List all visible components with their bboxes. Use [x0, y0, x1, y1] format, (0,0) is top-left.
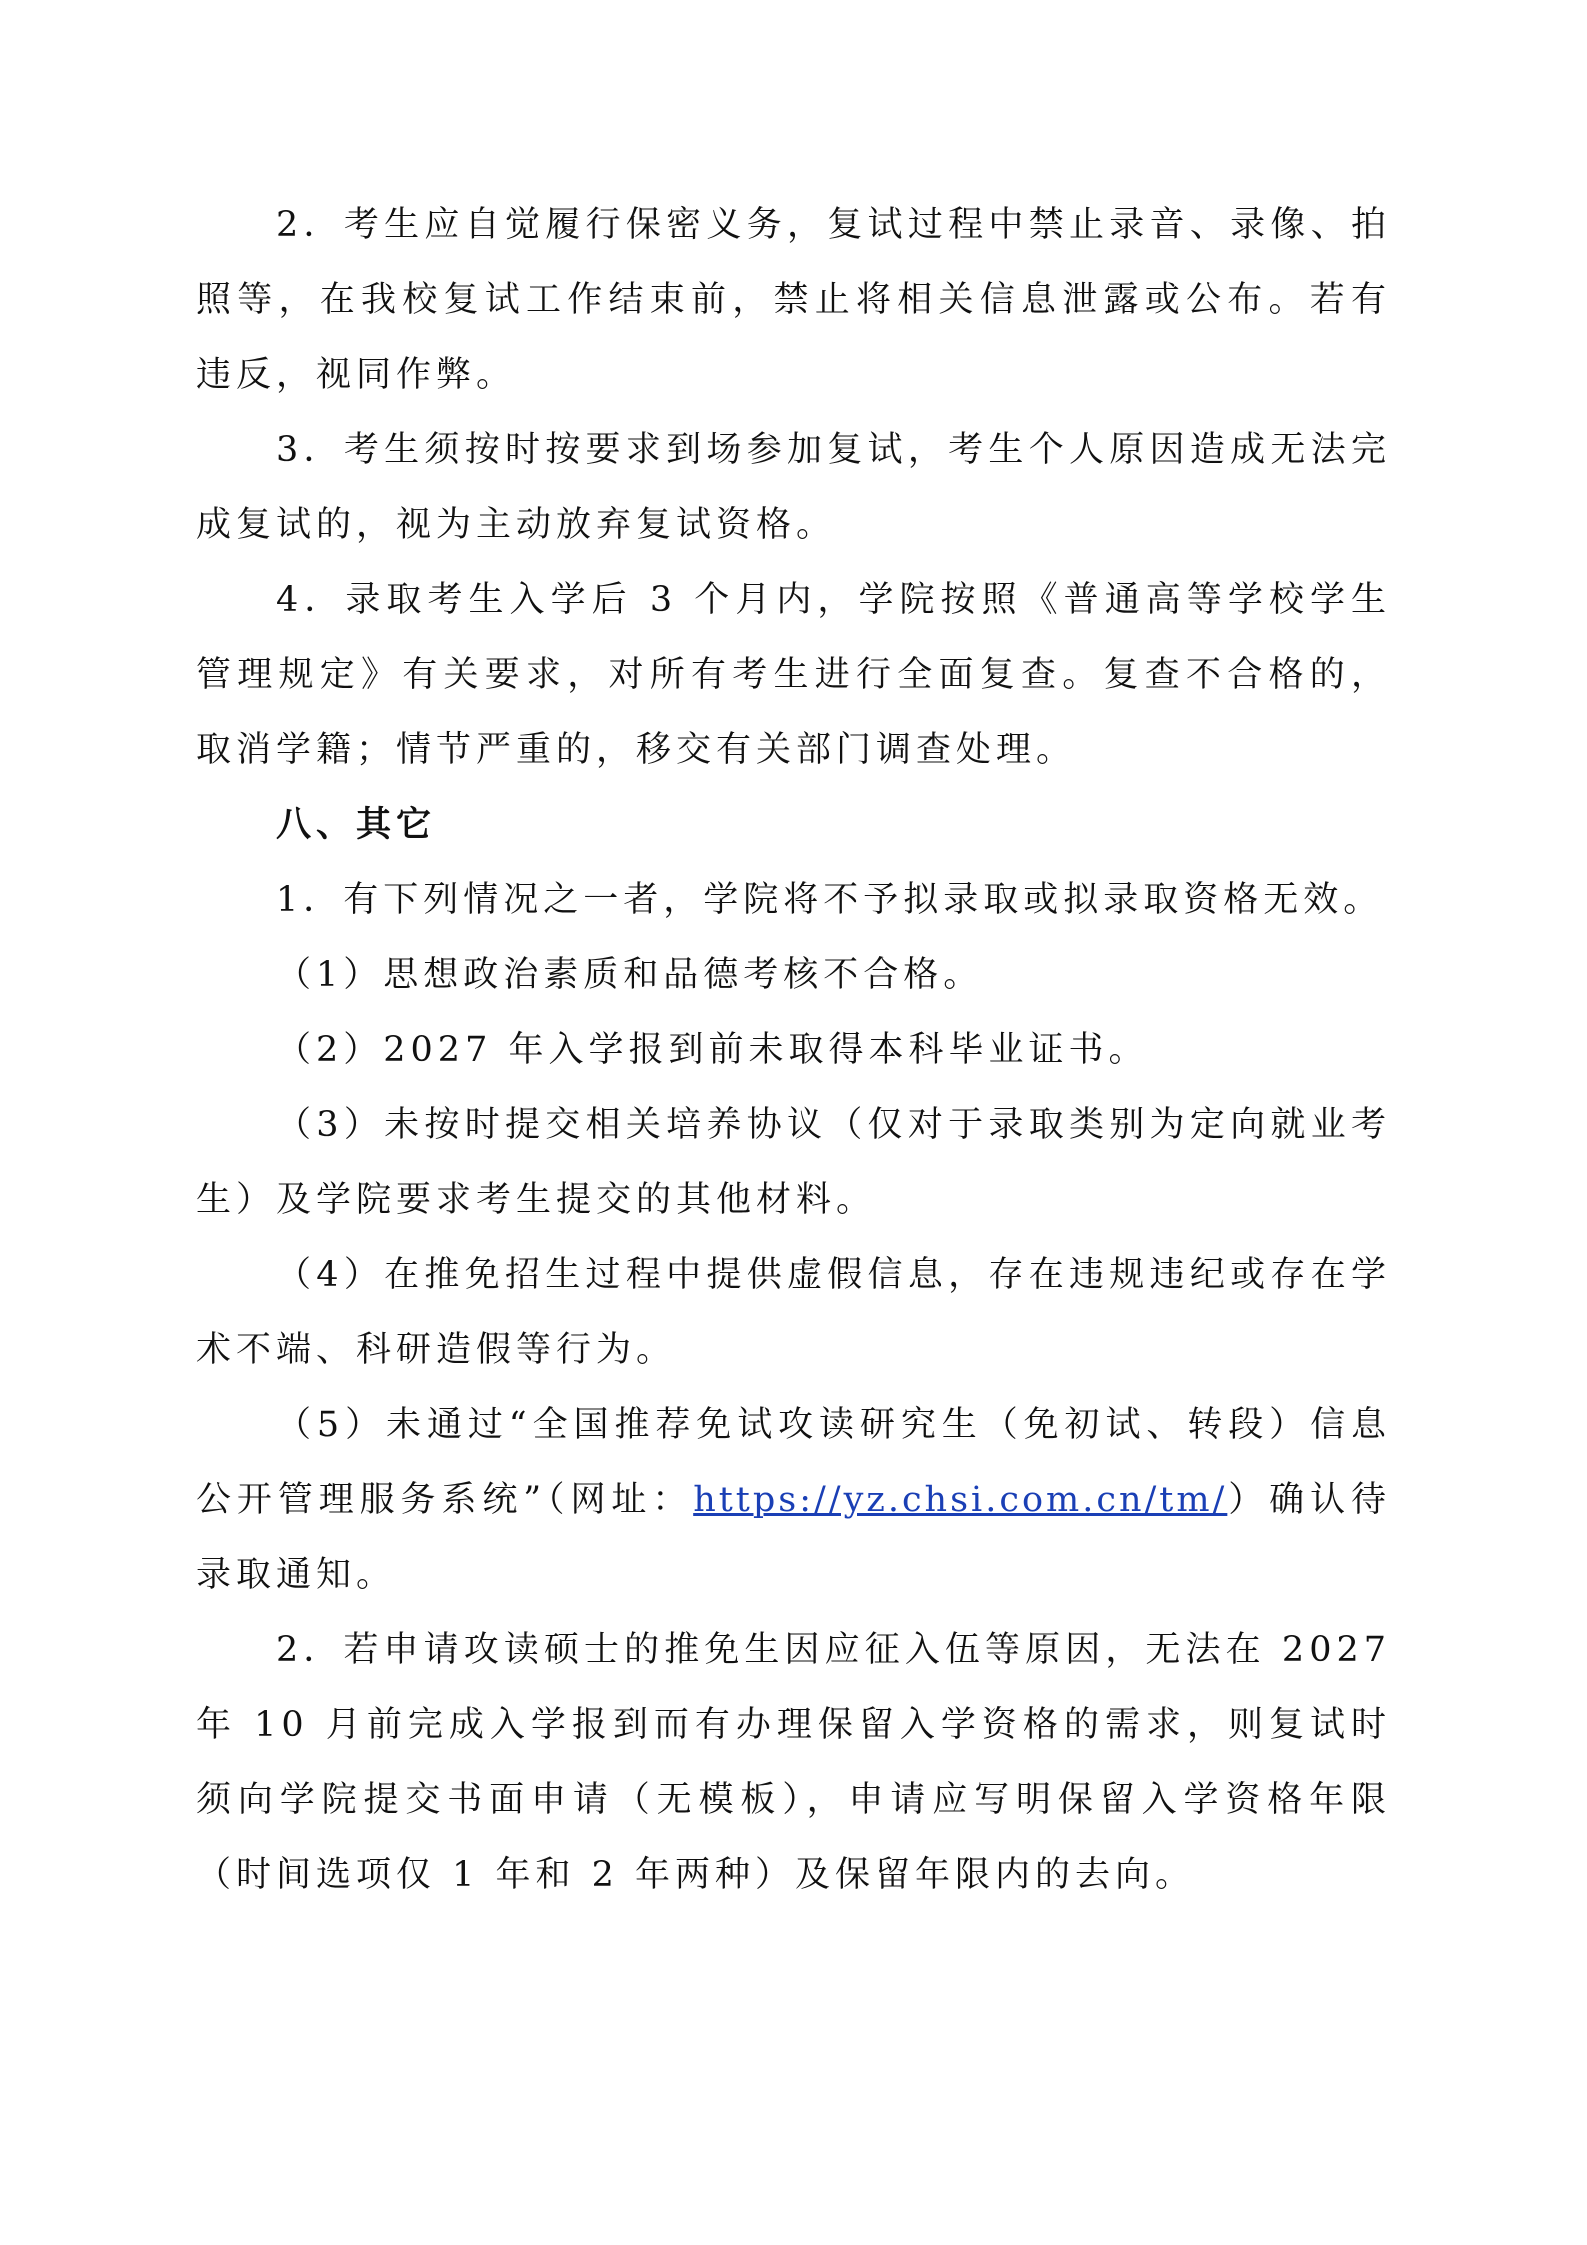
list-item-5-text-after: ）确认待录取通知。 — [196, 1480, 1391, 1595]
list-item-3: （3）未按时提交相关培养协议（仅对于录取类别为定向就业考生）及学院要求考生提交的其他材料。 — [196, 1105, 1391, 1220]
paragraph-deferral: 2．若申请攻读硕士的推免生因应征入伍等原因，无法在 2027 年 10 月前完成入学报到而有办理保留入学资格的需求，则复试时须向学院提交书面申请（无模板），申请应写明保留入学资格年限（时间选项仅 1 年和 2 年两种）及保留年限内的去向。 — [196, 1630, 1391, 1895]
chsi-website-link[interactable]: https://yz.chsi.com.cn/tm/ — [693, 1480, 1228, 1520]
list-item-1: （1）思想政治素质和品德考核不合格。 — [276, 955, 984, 995]
paragraph-attendance: 3．考生须按时按要求到场参加复试，考生个人原因造成无法完成复试的，视为主动放弃复试资格。 — [196, 430, 1391, 545]
list-item-2: （2）2027 年入学报到前未取得本科毕业证书。 — [276, 1030, 1149, 1070]
paragraph-review: 4．录取考生入学后 3 个月内，学院按照《普通高等学校学生管理规定》有关要求，对所有考生进行全面复查。复查不合格的，取消学籍；情节严重的，移交有关部门调查处理。 — [196, 580, 1391, 770]
section-heading-other: 八、其它 — [276, 805, 437, 845]
list-item-5 — [196, 1388, 1391, 1613]
paragraph-confidentiality: 2．考生应自觉履行保密义务，复试过程中禁止录音、录像、拍照等，在我校复试工作结束前，禁止将相关信息泄露或公布。若有违反，视同作弊。 — [196, 205, 1391, 395]
list-item-4: （4）在推免招生过程中提供虚假信息，存在违规违纪或存在学术不端、科研造假等行为。 — [196, 1255, 1391, 1370]
list-item-5-text-before: （5）未通过“全国推荐免试攻读研究生（免初试、转段）信息公开管理服务系统”（网址： — [196, 1405, 1391, 1520]
paragraph-invalid-conditions: 1．有下列情况之一者，学院将不予拟录取或拟录取资格无效。 — [276, 880, 1384, 920]
